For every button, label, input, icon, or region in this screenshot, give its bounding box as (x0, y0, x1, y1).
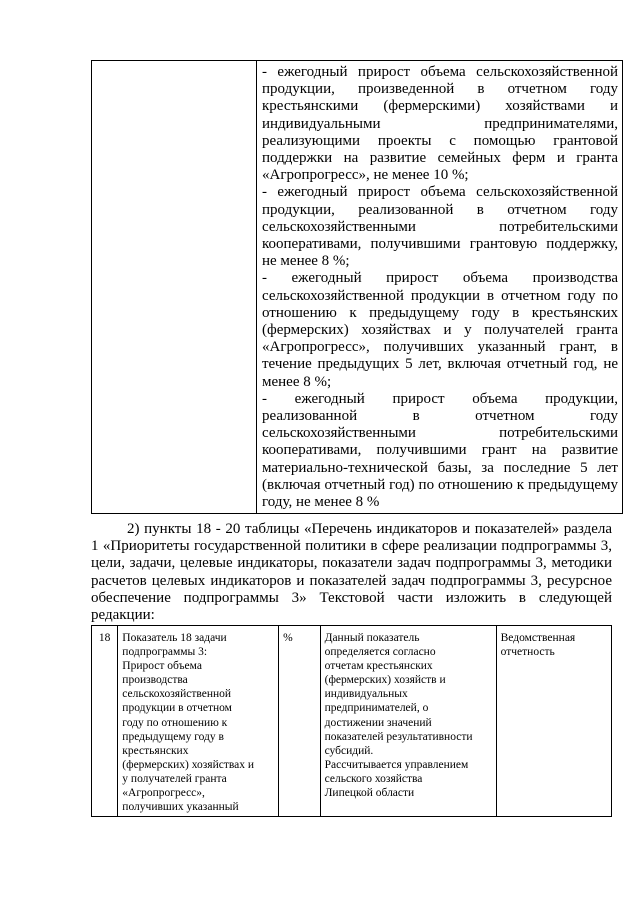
description-line: сельского хозяйства (324, 772, 423, 785)
indicator-line: предыдущему году в (122, 730, 224, 743)
description-line: отчетам крестьянских (324, 660, 433, 673)
source-line: Ведомственная (500, 632, 576, 644)
source-cell (496, 626, 611, 817)
indicator-line: получивших указанный (122, 801, 239, 814)
body-paragraph: 2) пункты 18 - 20 таблицы «Перечень индикаторов и показателей» раздела 1 «Приоритеты государственной политики в сфере реализации подпрограммы 3, цели, задачи, целевые индикаторы, показатели задач подпрограммы 3, методики расчетов целевых индикаторов и показателей задач подпрограммы 3, ресурсное обеспечение подпрограммы 3» Текстовой части изложить в следующей редакции: (91, 521, 612, 624)
indicator-line: году по отношению к (122, 716, 228, 729)
description-line: достижении значений (324, 716, 432, 729)
description-line: определяется согласно (324, 646, 436, 659)
indicator-line: (фермерских) хозяйствах и (122, 758, 255, 771)
indicator-line: Показатель 18 задачи (122, 632, 227, 644)
top-table-empty-cell (92, 61, 257, 514)
top-paragraph-4: - ежегодный прирост объема продукции, реализованной в отчетном году сельскохозяйственными потребительскими кооперативами, получившими грант на развитие материально-технической базы, за последние 5 лет (включая отчетный год) по отношению к предыдущему году, не менее 8 % (262, 390, 618, 511)
description-line: предпринимателей, о (324, 702, 429, 715)
top-table-text-cell (257, 61, 623, 514)
indicator-cell (118, 626, 279, 817)
description-line: Рассчитывается управлением (324, 758, 469, 771)
row-number: 18 (92, 626, 118, 817)
table-row (92, 626, 612, 817)
description-line: индивидуальных (324, 688, 408, 701)
unit-cell: % (279, 626, 320, 817)
description-cell (320, 626, 496, 817)
indicator-line: подпрограммы 3: (122, 646, 208, 659)
indicator-line: крестьянских (122, 744, 189, 757)
description-line: субсидий. (324, 744, 374, 757)
description-line: (фермерских) хозяйств и (324, 674, 446, 687)
indicator-line: Прирост объема (122, 660, 202, 673)
top-paragraph-2: - ежегодный прирост объема сельскохозяйственной продукции, реализованной в отчетном году сельскохозяйственными потребительскими кооперативами, получившими грантовую поддержку, не менее 8 %; (262, 184, 618, 270)
top-table (91, 60, 623, 514)
bottom-table (91, 625, 612, 817)
description-line: Липецкой области (324, 787, 415, 800)
source-line: отчетность (500, 646, 555, 659)
indicator-line: у получателей гранта (122, 772, 227, 785)
top-paragraph-1: - ежегодный прирост объема сельскохозяйственной продукции, произведенной в отчетном году крестьянскими (фермерскими) хозяйствами и индивидуальными предпринимателями, реализующими проекты с помощью грантовой поддержки на развитие семейных ферм и гранта «Агропрогресс», не менее 10 %; (262, 64, 618, 184)
indicator-line: сельскохозяйственной (122, 688, 232, 701)
indicator-line: «Агропрогресс», (122, 787, 205, 800)
indicator-line: продукции в отчетном (122, 702, 232, 715)
description-line: Данный показатель (324, 632, 420, 644)
description-line: показателей результативности (324, 730, 473, 743)
top-paragraph-3: - ежегодный прирост объема производства сельскохозяйственной продукции в отчетном году по отношению к предыдущему году в крестьянских (фермерских) хозяйствах и у получателей гранта «Агропрогресс», получивших указанный грант, в течение предыдущих 5 лет, включая отчетный год, не менее 8 %; (262, 270, 618, 390)
indicator-line: производства (122, 674, 188, 687)
